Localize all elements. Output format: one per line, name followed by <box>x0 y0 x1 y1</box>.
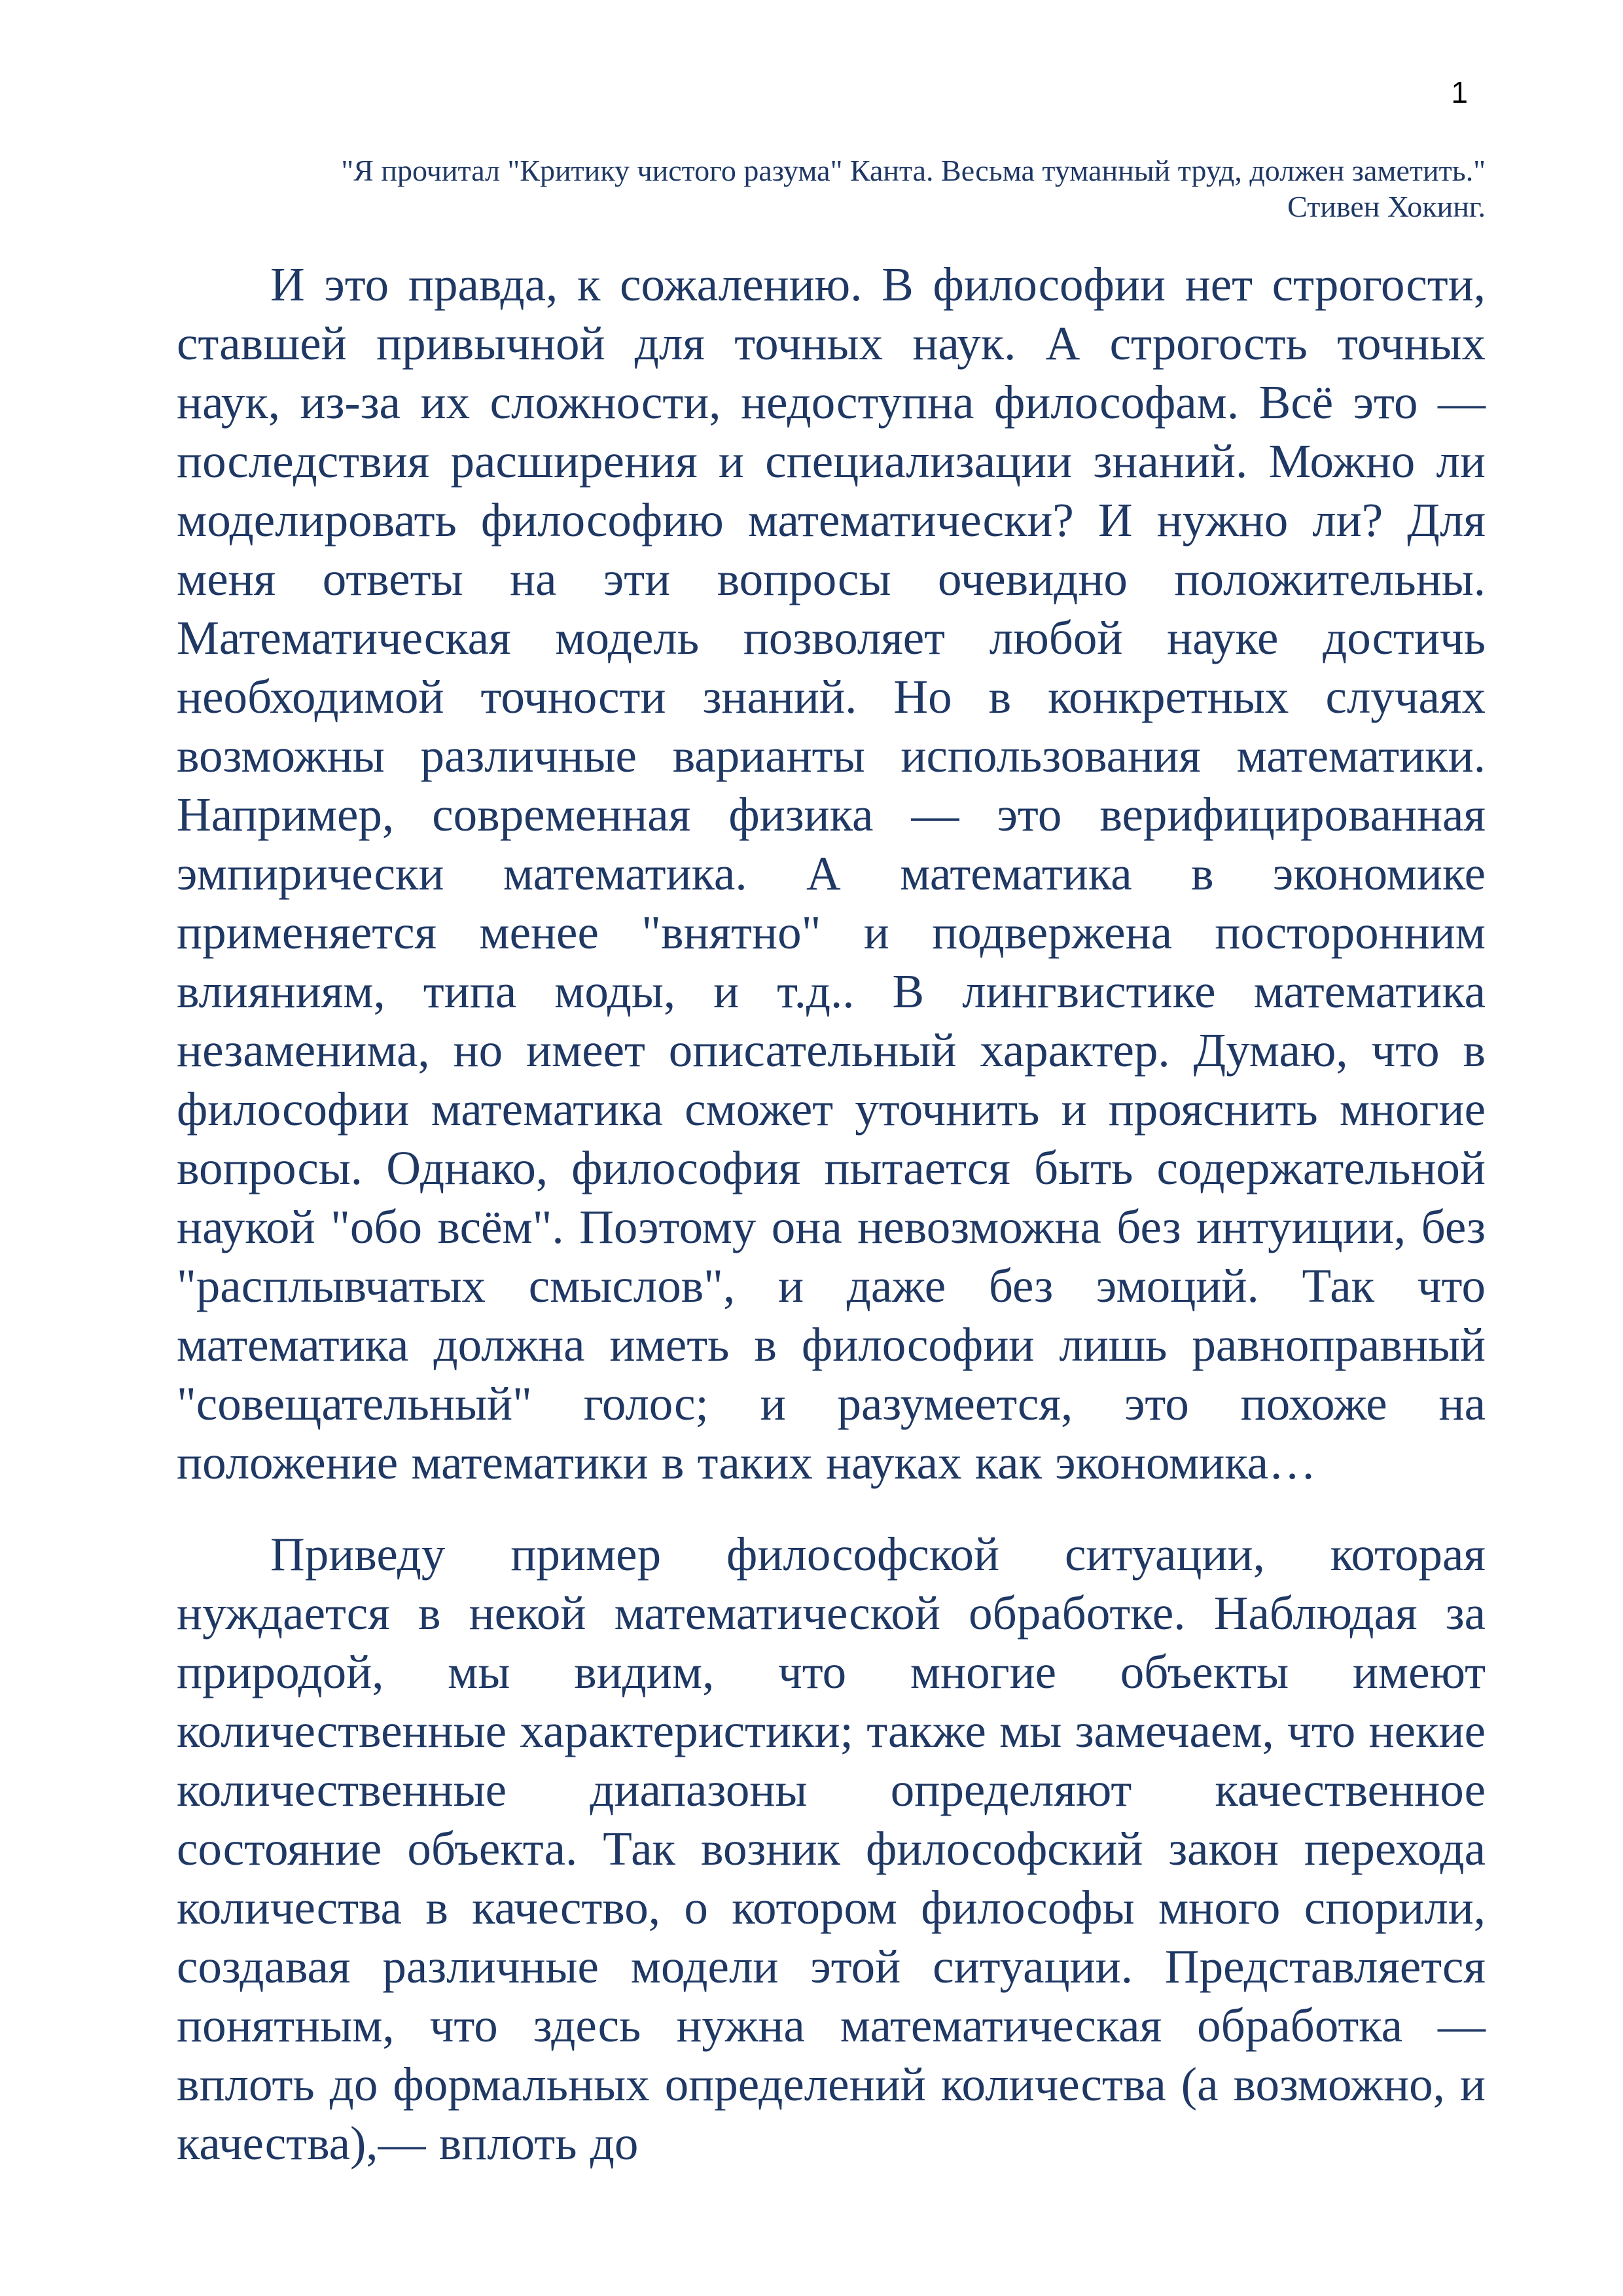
paragraph: И это правда, к сожалению. В философии нет строгости, ставшей привычной для точных наук. А строгость точных наук, из-за их сложности, недоступна философам. Всё это — последствия расширения и специализации знаний. Можно ли моделировать философию математически? И нужно ли? Для меня ответы на эти вопросы очевидно положительны. Математическая модель позволяет любой науке достичь необходимой точности знаний. Но в конкретных случаях возможны различные варианты использования математики. Например, современная физика — это верифицированная эмпирически математика. А математика в экономике применяется менее "внятно" и подвержена посторонним влияниям, типа моды, и т.д.. В лингвистике математика незаменима, но имеет описательный характер. Думаю, что в философии математика сможет уточнить и прояснить многие вопросы. Однако, философия пытается быть содержательной наукой "обо всём". Поэтому она невозможна без интуиции, без "расплывчатых смыслов", и даже без эмоций. Так что математика должна иметь в философии лишь равноправный "совещательный" голос; и разумеется, это похоже на положение математики в таких науках как экономика… <box>177 258 1486 1489</box>
paragraph: Приведу пример философской ситуации, которая нуждается в некой математической обработке. Наблюдая за природой, мы видим, что многие объекты имеют количественные характеристики; также мы замечаем, что некие количественные диапазоны определяют качественное состояние объекта. Так возник философский закон перехода количества в качество, о котором философы много спорили, создавая различные модели этой ситуации. Представляется понятным, что здесь нужна математическая обработка — вплоть до формальных определений количества (а возможно, и качества),— вплоть до <box>177 1528 1486 2170</box>
epigraph-quote: "Я прочитал "Критику чистого разума" Канта. Весьма туманный труд, должен заметить." <box>341 154 1486 187</box>
epigraph-attribution: Стивен Хокинг. <box>1287 190 1486 223</box>
epigraph <box>177 152 1486 224</box>
page-number: 1 <box>1451 75 1468 109</box>
document-body <box>177 255 1486 2173</box>
